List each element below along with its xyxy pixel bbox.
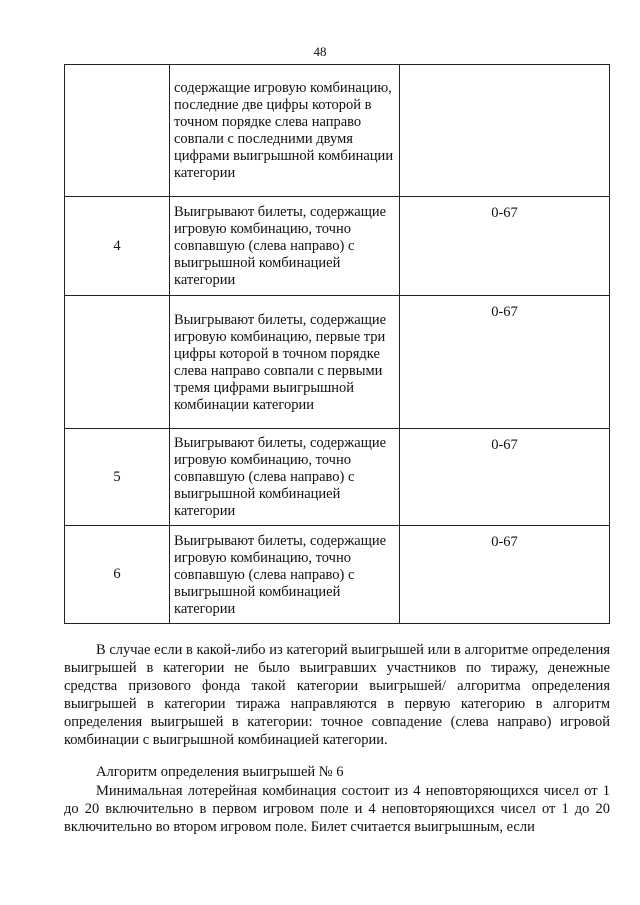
- table-row: [65, 526, 610, 624]
- category-cell: 6: [65, 526, 170, 624]
- table-row: [65, 296, 610, 429]
- category-cell: [65, 296, 170, 429]
- prize-table: [64, 64, 610, 624]
- table-row: [65, 197, 610, 296]
- share-cell: 0-67: [400, 429, 610, 526]
- paragraph-text: В случае если в какой-либо из категорий выигрышей или в алгоритме определения выигрышей в категории не было выигравших участников по тиражу, денежные средства призового фонда такой категории выигрышей/ алгоритма определения выигрышей в категории тиража направляются в первую категорию в алгоритм определения выигрышей в категории: точное совпадение (слева направо) игровой комбинации с выигрышной комбинацией категории.: [64, 642, 610, 748]
- description-cell: содержащие игровую комбинацию, последние две цифры которой в точном порядке слева направо совпали с последними двумя цифрами выигрышной комбинации категории: [170, 65, 400, 197]
- category-cell: 4: [65, 197, 170, 296]
- share-cell: 0-67: [400, 296, 610, 429]
- share-cell: 0-67: [400, 526, 610, 624]
- page-number: 48: [313, 44, 327, 59]
- paragraph-text: Минимальная лотерейная комбинация состоит из 4 неповторяющихся чисел от 1 до 20 включительно в первом игровом поле и 4 неповторяющихся чисел от 1 до 20 включительно во втором игровом поле. Билет считается выигрышным, если: [64, 783, 610, 835]
- description-cell: Выигрывают билеты, содержащие игровую комбинацию, точно совпавшую (слева направо) с выигрышной комбинацией категории: [170, 429, 400, 526]
- description-cell: Выигрывают билеты, содержащие игровую комбинацию, точно совпавшую (слева направо) с выигрышной комбинацией категории: [170, 526, 400, 624]
- redistribution-paragraph: [64, 641, 610, 749]
- description-cell: Выигрывают билеты, содержащие игровую комбинацию, первые три цифры которой в точном порядке слева направо совпали с первыми тремя цифрами выигрышной комбинации категории: [170, 296, 400, 429]
- table-row: [65, 65, 610, 197]
- category-cell: 5: [65, 429, 170, 526]
- share-cell: 0-67: [400, 197, 610, 296]
- section-heading: Алгоритм определения выигрышей № 6: [96, 764, 344, 780]
- share-cell: [400, 65, 610, 197]
- description-cell: Выигрывают билеты, содержащие игровую комбинацию, точно совпавшую (слева направо) с выигрышной комбинацией категории: [170, 197, 400, 296]
- combination-paragraph: [64, 782, 610, 836]
- category-cell: [65, 65, 170, 197]
- table-row: [65, 429, 610, 526]
